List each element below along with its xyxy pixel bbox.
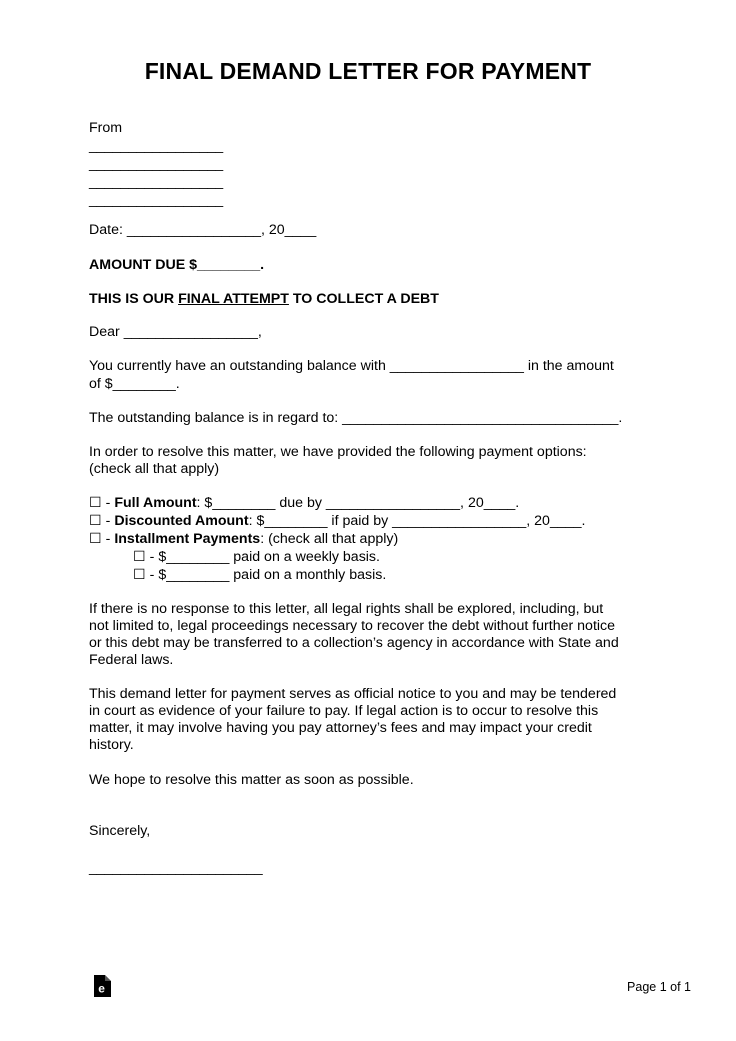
- paragraph-2-line-2: in court as evidence of your failure to pay. If legal action is to occur to resolve this: [89, 703, 599, 719]
- option-installment-label: Installment Payments: [114, 531, 261, 547]
- final-attempt-heading: [89, 291, 439, 309]
- paragraph-1-line-1: If there is no response to this letter, all legal rights shall be explored, including, but: [89, 601, 604, 617]
- option-full-label: Full Amount: [114, 495, 197, 511]
- document-title: FINAL DEMAND LETTER FOR PAYMENT: [144, 58, 592, 84]
- paragraph-2-line-4: history.: [89, 737, 134, 753]
- final-attempt-pre: THIS IS OUR: [89, 291, 179, 307]
- paragraph-2-line-1: This demand letter for payment serves as official notice to you and may be tendered: [89, 686, 617, 702]
- logo-letter: e: [98, 981, 105, 996]
- dear-line: Dear _________________,: [89, 324, 262, 340]
- signature-line: ______________________: [89, 860, 263, 876]
- balance-line-2: of $________.: [89, 376, 180, 392]
- paragraph-1-line-2: not limited to, legal proceedings necessary to recover the debt without further notice: [89, 618, 616, 634]
- option-discounted-rest: : $________ if paid by _________________, 20____.: [248, 513, 586, 529]
- from-line-2: _________________: [89, 156, 224, 172]
- date-line: Date: _________________, 20____: [89, 222, 317, 238]
- from-line-4: _________________: [89, 192, 224, 208]
- paragraph-1-line-4: Federal laws.: [89, 652, 174, 668]
- final-attempt-underlined: FINAL ATTEMPT: [178, 291, 289, 307]
- option-weekly: ☐ - $________ paid on a weekly basis.: [133, 549, 380, 565]
- option-discounted-amount: [89, 513, 585, 531]
- option-full-amount: [89, 495, 519, 513]
- amount-due: AMOUNT DUE $________.: [89, 257, 265, 273]
- regard-line: The outstanding balance is in regard to: ___________________________________.: [89, 410, 623, 426]
- from-line-3: _________________: [89, 174, 224, 190]
- option-installment-payments: [89, 531, 398, 549]
- final-attempt-post: TO COLLECT A DEBT: [288, 291, 439, 307]
- options-intro-line-2: (check all that apply): [89, 461, 220, 477]
- eforms-logo-icon: [93, 975, 111, 997]
- option-monthly: ☐ - $________ paid on a monthly basis.: [133, 567, 387, 583]
- option-full-rest: : $________ due by _________________, 20____.: [196, 495, 520, 511]
- paragraph-2-line-3: matter, it may involve having you pay attorney’s fees and may impact your credit: [89, 720, 592, 736]
- from-line-1: _________________: [89, 138, 224, 154]
- from-label: From: [89, 120, 123, 136]
- checkbox-icon: ☐ -: [89, 495, 115, 511]
- options-intro-line-1: In order to resolve this matter, we have provided the following payment options:: [89, 444, 587, 460]
- checkbox-icon: ☐ -: [89, 513, 115, 529]
- balance-line-1: You currently have an outstanding balance with _________________ in the amount: [89, 358, 614, 374]
- option-discounted-label: Discounted Amount: [114, 513, 249, 529]
- page-number-footer: Page 1 of 1: [627, 980, 691, 994]
- option-installment-rest: : (check all that apply): [260, 531, 399, 547]
- sincerely: Sincerely,: [89, 823, 151, 839]
- checkbox-icon: ☐ -: [89, 531, 115, 547]
- paragraph-1-line-3: or this debt may be transferred to a collection’s agency in accordance with State and: [89, 635, 619, 651]
- closing-hope: We hope to resolve this matter as soon as possible.: [89, 772, 414, 788]
